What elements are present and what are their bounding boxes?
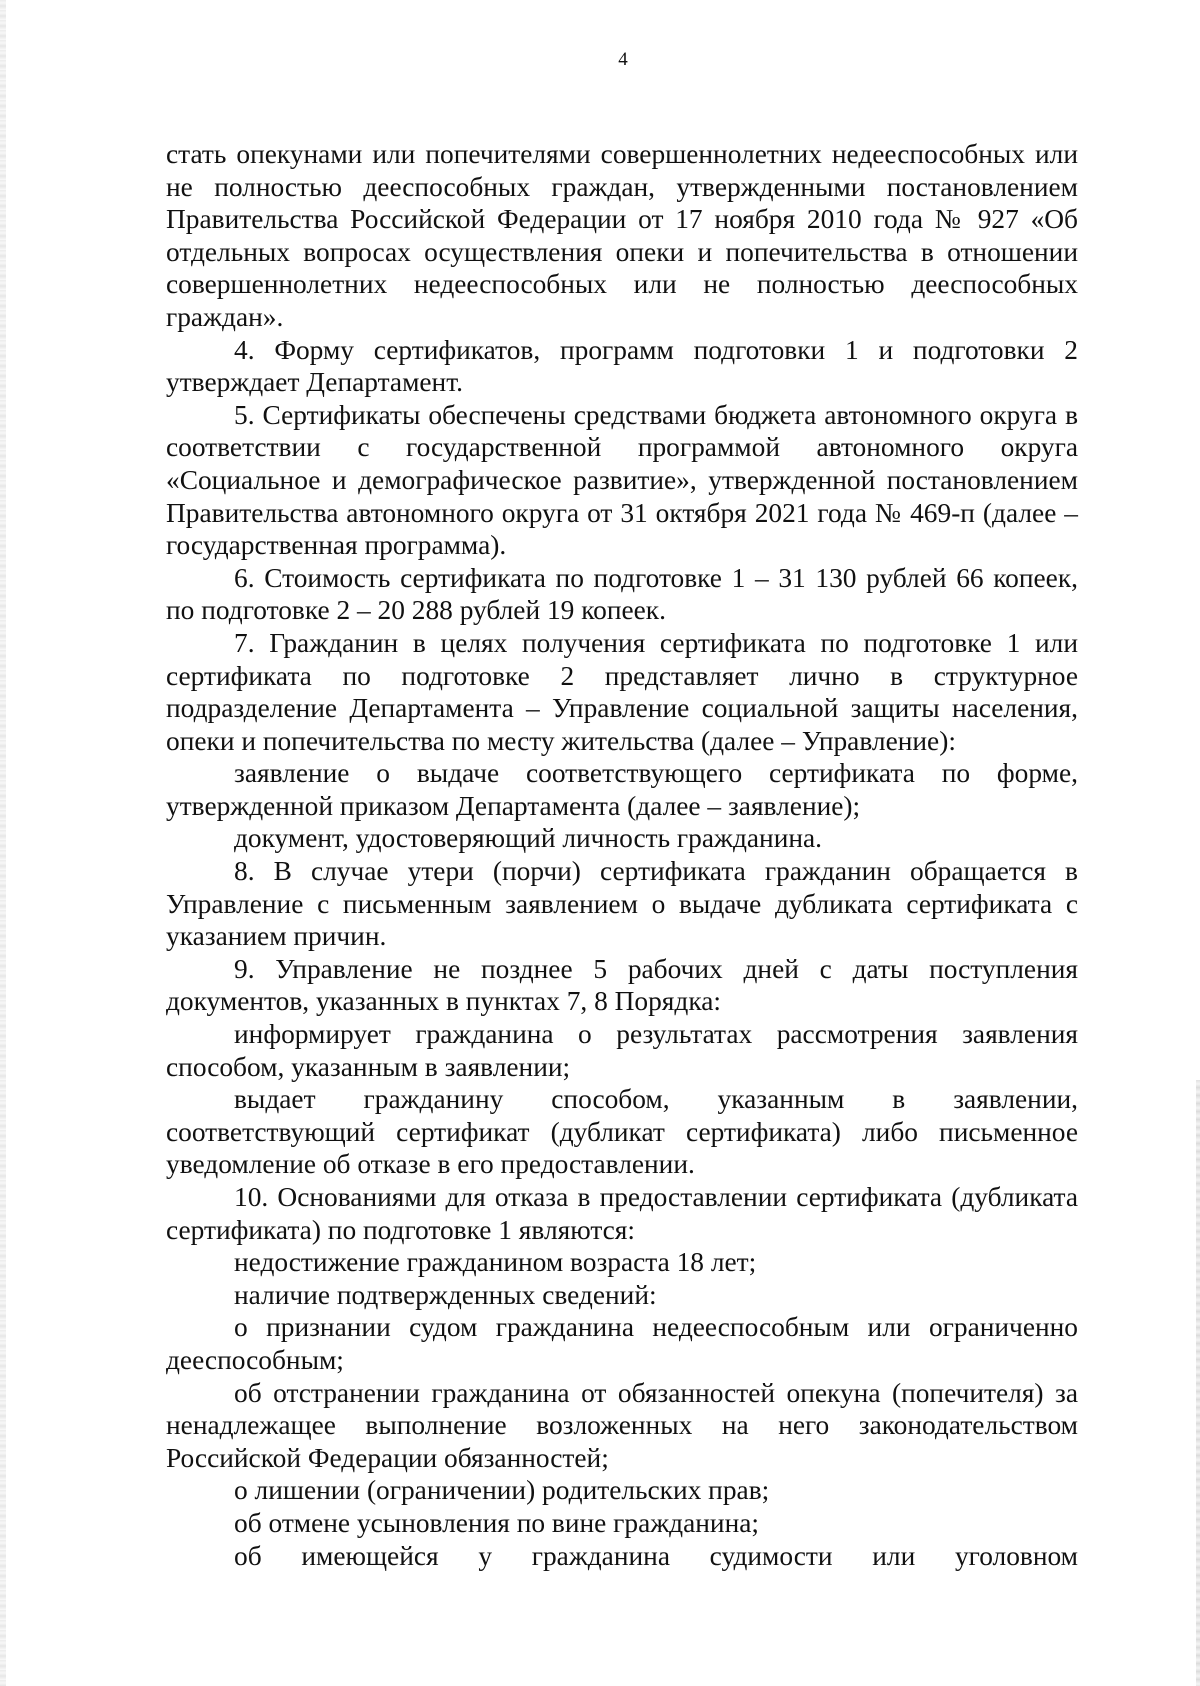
paragraph-subitem: недостижение гражданином возраста 18 лет;: [234, 1247, 757, 1278]
paragraph-subitem: об отстранении гражданина от обязанностей опекуна (попечителя) за ненадлежащее выполнение возложенных на него законодательством Российской Федерации обязанностей;: [166, 1377, 1078, 1473]
scan-edge-artifact: [0, 0, 6, 1686]
paragraph-subitem: о лишении (ограничении) родительских прав;: [234, 1475, 770, 1506]
paragraph-subitem: об отмене усыновления по вине гражданина;: [234, 1507, 760, 1538]
paragraph-subitem: документ, удостоверяющий личность гражданина.: [234, 823, 823, 854]
paragraph-item-9: 9. Управление не позднее 5 рабочих дней с даты поступления документов, указанных в пунктах 7, 8 Порядка:: [166, 953, 1078, 1017]
paragraph-subitem: о признании судом гражданина недееспособным или ограниченно дееспособным;: [166, 1312, 1078, 1375]
paragraph-subitem: выдает гражданину способом, указанным в заявлении, соответствующий сертификат (дубликат сертификата) либо письменное уведомление об отказе в его предоставлении.: [166, 1084, 1078, 1180]
paragraph-item-5: 5. Сертификаты обеспечены средствами бюджета автономного округа в соответствии с государственной программой автономного округа «Социальное и демографическое развитие», утвержденной постановлением Правительства автономного округа от 31 октября 2021 года № 469-п (далее – государственная программа).: [166, 399, 1078, 561]
paragraph-subitem-continued: об имеющейся у гражданина судимости или уголовном: [234, 1540, 1078, 1571]
paragraph-item-6: 6. Стоимость сертификата по подготовке 1 – 31 130 рублей 66 копеек, по подготовке 2 – 20 288 рублей 19 копеек.: [166, 562, 1078, 626]
paragraph-subitem: заявление о выдаче соответствующего сертификата по форме, утвержденной приказом Департамента (далее – заявление);: [166, 758, 1078, 821]
paragraph-continuation: стать опекунами или попечителями совершеннолетних недееспособных или не полностью дееспособных граждан, утвержденными постановлением Правительства Российской Федерации от 17 ноября 2010 года № 927 «Об отдельных вопросах осуществления опеки и попечительства в отношении совершеннолетних недееспособных или не полностью дееспособных граждан».: [166, 139, 1078, 332]
paragraph-subitem: информирует гражданина о результатах рассмотрения заявления способом, указанным в заявлении;: [166, 1019, 1078, 1082]
page-number: 4: [618, 49, 628, 70]
paragraph-item-4: 4. Форму сертификатов, программ подготовки 1 и подготовки 2 утверждает Департамент.: [166, 334, 1078, 398]
scan-edge-artifact: [1196, 1080, 1200, 1686]
document-body: [166, 138, 1078, 1572]
paragraph-item-10: 10. Основаниями для отказа в предоставлении сертификата (дубликата сертификата) по подготовке 1 являются:: [166, 1182, 1078, 1245]
paragraph-item-8: 8. В случае утери (порчи) сертификата гражданин обращается в Управление с письменным заявлением о выдаче дубликата сертификата с указанием причин.: [166, 856, 1078, 952]
paragraph-item-7: 7. Гражданин в целях получения сертификата по подготовке 1 или сертификата по подготовке 2 представляет лично в структурное подразделение Департамента – Управление социальной защиты населения, опеки и попечительства по месту жительства (далее – Управление):: [166, 627, 1078, 756]
paragraph-subitem: наличие подтвержденных сведений:: [234, 1279, 657, 1310]
